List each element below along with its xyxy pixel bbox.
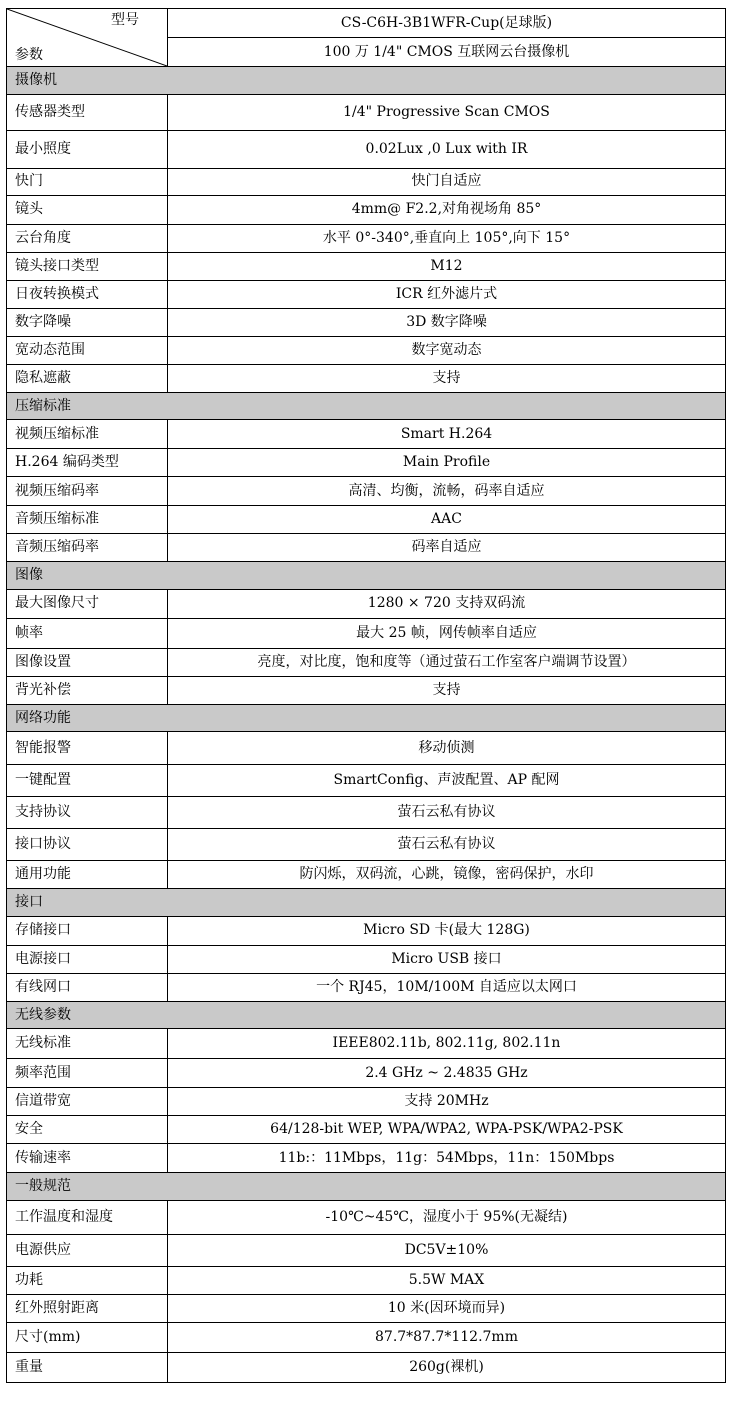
spec-row — [7, 308, 726, 336]
section-header — [7, 704, 726, 732]
spec-value: 一个 RJ45，10M/100M 自适应以太网口 — [168, 973, 726, 1001]
spec-value: Smart H.264 — [168, 420, 726, 449]
spec-label: 尺寸(mm) — [7, 1322, 168, 1352]
spec-table-body — [7, 9, 726, 1383]
header-label-model: 型号 — [111, 12, 139, 28]
spec-row — [7, 648, 726, 676]
spec-row — [7, 1144, 726, 1173]
spec-value: 亮度，对比度，饱和度等（通过萤石工作室客户端调节设置） — [168, 648, 726, 676]
spec-row — [7, 1116, 726, 1144]
spec-row — [7, 506, 726, 534]
spec-label: 频率范围 — [7, 1059, 168, 1088]
spec-value: 11b:：11Mbps，11g：54Mbps，11n：150Mbps — [168, 1144, 726, 1173]
spec-value: -10℃~45℃，湿度小于 95%(无凝结) — [168, 1200, 726, 1234]
spec-label: 支持协议 — [7, 797, 168, 829]
spec-label: 工作温度和湿度 — [7, 1200, 168, 1234]
spec-value: ICR 红外滤片式 — [168, 280, 726, 308]
spec-label: 有线网口 — [7, 973, 168, 1001]
section-title: 网络功能 — [7, 704, 726, 732]
spec-value: 支持 — [168, 676, 726, 704]
spec-value: M12 — [168, 252, 726, 280]
section-title: 图像 — [7, 562, 726, 590]
section-title: 无线参数 — [7, 1001, 726, 1029]
spec-row — [7, 252, 726, 280]
spec-value: 水平 0°-340°,垂直向上 105°,向下 15° — [168, 224, 726, 252]
section-header — [7, 1001, 726, 1029]
spec-value: AAC — [168, 506, 726, 534]
spec-row — [7, 224, 726, 252]
spec-label: 最小照度 — [7, 130, 168, 168]
section-title: 接口 — [7, 889, 726, 917]
spec-row — [7, 364, 726, 392]
spec-label: 云台角度 — [7, 224, 168, 252]
spec-label: 重量 — [7, 1352, 168, 1382]
spec-label: H.264 编码类型 — [7, 449, 168, 477]
spec-label: 帧率 — [7, 618, 168, 648]
spec-value: 64/128-bit WEP, WPA/WPA2, WPA-PSK/WPA2-PSK — [168, 1116, 726, 1144]
spec-row — [7, 477, 726, 506]
spec-row — [7, 945, 726, 973]
header-row-model — [7, 9, 726, 38]
spec-value: 最大 25 帧，网传帧率自适应 — [168, 618, 726, 648]
spec-label: 宽动态范围 — [7, 336, 168, 364]
section-header — [7, 889, 726, 917]
spec-label: 最大图像尺寸 — [7, 589, 168, 618]
spec-value: 2.4 GHz ~ 2.4835 GHz — [168, 1059, 726, 1088]
spec-row — [7, 534, 726, 562]
spec-row — [7, 336, 726, 364]
spec-value: Micro SD 卡(最大 128G) — [168, 916, 726, 945]
section-header — [7, 392, 726, 420]
spec-value: 支持 — [168, 364, 726, 392]
spec-label: 接口协议 — [7, 829, 168, 861]
section-title: 压缩标准 — [7, 392, 726, 420]
spec-row — [7, 449, 726, 477]
section-header — [7, 562, 726, 590]
spec-value: 高清、均衡，流畅，码率自适应 — [168, 477, 726, 506]
spec-label: 音频压缩标准 — [7, 506, 168, 534]
spec-value: Micro USB 接口 — [168, 945, 726, 973]
spec-row — [7, 1029, 726, 1059]
spec-row — [7, 1088, 726, 1116]
spec-label: 智能报警 — [7, 732, 168, 765]
spec-value: 1/4" Progressive Scan CMOS — [168, 94, 726, 130]
spec-row — [7, 1322, 726, 1352]
spec-label: 电源供应 — [7, 1234, 168, 1266]
spec-value: 0.02Lux ,0 Lux with IR — [168, 130, 726, 168]
spec-label: 日夜转换模式 — [7, 280, 168, 308]
spec-value: 萤石云私有协议 — [168, 829, 726, 861]
spec-label: 镜头 — [7, 195, 168, 224]
spec-label: 通用功能 — [7, 861, 168, 889]
spec-value: 5.5W MAX — [168, 1266, 726, 1294]
spec-row — [7, 797, 726, 829]
spec-row — [7, 1234, 726, 1266]
spec-row — [7, 1294, 726, 1322]
spec-label: 镜头接口类型 — [7, 252, 168, 280]
spec-label: 存储接口 — [7, 916, 168, 945]
spec-value: 支持 20MHz — [168, 1088, 726, 1116]
spec-label: 背光补偿 — [7, 676, 168, 704]
spec-label: 功耗 — [7, 1266, 168, 1294]
header-label-params: 参数 — [15, 46, 43, 63]
spec-row — [7, 130, 726, 168]
spec-value: 1280 × 720 支持双码流 — [168, 589, 726, 618]
spec-label: 信道带宽 — [7, 1088, 168, 1116]
spec-label: 视频压缩码率 — [7, 477, 168, 506]
spec-value: 260g(裸机) — [168, 1352, 726, 1382]
header-diagonal-line — [7, 9, 167, 66]
spec-value: IEEE802.11b, 802.11g, 802.11n — [168, 1029, 726, 1059]
section-title: 摄像机 — [7, 67, 726, 95]
spec-row — [7, 829, 726, 861]
spec-row — [7, 94, 726, 130]
spec-table — [6, 8, 726, 1383]
spec-row — [7, 618, 726, 648]
spec-row — [7, 195, 726, 224]
spec-value: 萤石云私有协议 — [168, 797, 726, 829]
spec-value: 87.7*87.7*112.7mm — [168, 1322, 726, 1352]
section-header — [7, 1173, 726, 1201]
spec-label: 电源接口 — [7, 945, 168, 973]
spec-row — [7, 589, 726, 618]
spec-row — [7, 1352, 726, 1382]
spec-value: 防闪烁，双码流，心跳，镜像，密码保护，水印 — [168, 861, 726, 889]
model-value: CS-C6H-3B1WFR-Cup(足球版) — [168, 9, 726, 38]
section-header — [7, 67, 726, 95]
model-description: 100 万 1/4" CMOS 互联网云台摄像机 — [168, 38, 726, 67]
spec-value: 快门自适应 — [168, 168, 726, 195]
spec-value: Main Profile — [168, 449, 726, 477]
spec-label: 一键配置 — [7, 765, 168, 797]
header-diagonal-cell — [7, 9, 168, 67]
spec-row — [7, 168, 726, 195]
spec-row — [7, 420, 726, 449]
spec-label: 数字降噪 — [7, 308, 168, 336]
spec-row — [7, 973, 726, 1001]
spec-value: 4mm@ F2.2,对角视场角 85° — [168, 195, 726, 224]
spec-value: 移动侦测 — [168, 732, 726, 765]
spec-label: 图像设置 — [7, 648, 168, 676]
spec-label: 红外照射距离 — [7, 1294, 168, 1322]
spec-label: 传输速率 — [7, 1144, 168, 1173]
spec-value: 3D 数字降噪 — [168, 308, 726, 336]
spec-label: 音频压缩码率 — [7, 534, 168, 562]
spec-value: 数字宽动态 — [168, 336, 726, 364]
spec-row — [7, 732, 726, 765]
spec-row — [7, 676, 726, 704]
spec-label: 无线标准 — [7, 1029, 168, 1059]
spec-label: 快门 — [7, 168, 168, 195]
spec-value: SmartConfig、声波配置、AP 配网 — [168, 765, 726, 797]
spec-row — [7, 916, 726, 945]
spec-row — [7, 1266, 726, 1294]
spec-row — [7, 765, 726, 797]
section-title: 一般规范 — [7, 1173, 726, 1201]
spec-row — [7, 1200, 726, 1234]
spec-row — [7, 280, 726, 308]
spec-label: 隐私遮蔽 — [7, 364, 168, 392]
spec-row — [7, 861, 726, 889]
spec-label: 传感器类型 — [7, 94, 168, 130]
spec-value: 10 米(因环境而异) — [168, 1294, 726, 1322]
spec-row — [7, 1059, 726, 1088]
spec-value: 码率自适应 — [168, 534, 726, 562]
spec-label: 安全 — [7, 1116, 168, 1144]
spec-label: 视频压缩标准 — [7, 420, 168, 449]
spec-value: DC5V±10% — [168, 1234, 726, 1266]
